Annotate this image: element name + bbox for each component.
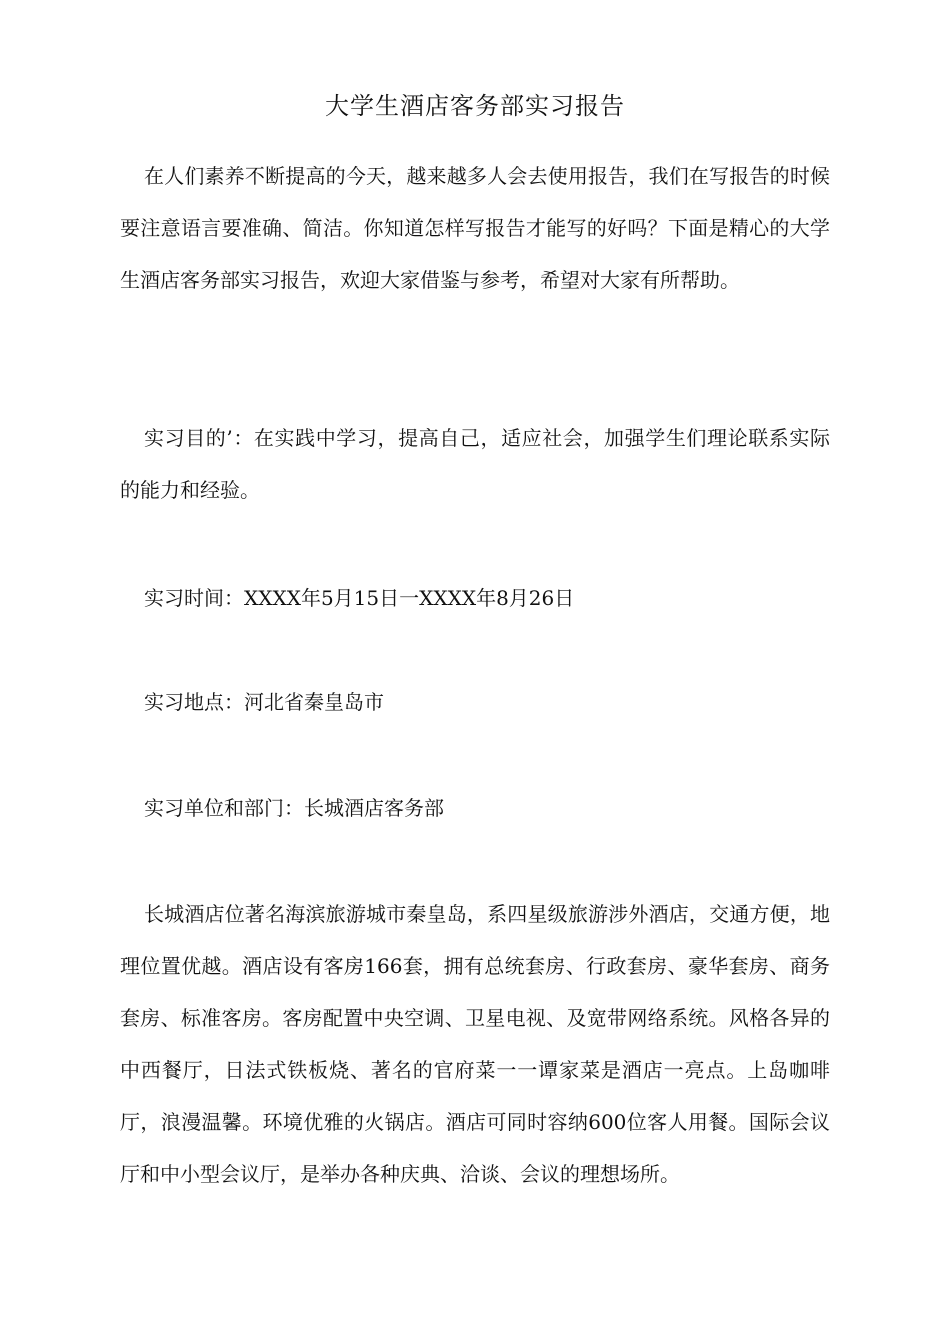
time-paragraph: 实习时间：XXXX年5月15日一XXXX年8月26日 (144, 586, 575, 610)
location-paragraph: 实习地点：河北省秦皇岛市 (144, 690, 384, 714)
purpose-paragraph: 实习目的’：在实践中学习，提高自己，适应社会，加强学生们理论联系实际的能力和经验。 (120, 426, 830, 502)
document-title: 大学生酒店客务部实习报告 (325, 92, 625, 120)
department-paragraph: 实习单位和部门：长城酒店客务部 (144, 796, 444, 820)
intro-paragraph: 在人们素养不断提高的今天，越来越多人会去使用报告，我们在写报告的时候要注意语言要准确、简洁。你知道怎样写报告才能写的好吗？下面是精心的大学生酒店客务部实习报告，欢迎大家借鉴与参考，希望对大家有所帮助。 (120, 164, 830, 292)
hotel-description-paragraph: 长城酒店位著名海滨旅游城市秦皇岛，系四星级旅游涉外酒店，交通方便，地理位置优越。酒店设有客房166套，拥有总统套房、行政套房、豪华套房、商务套房、标准客房。客房配置中央空调、卫星电视、及宽带网络系统。风格各异的中西餐厅，日法式铁板烧、著名的官府菜一一谭家菜是酒店一亮点。上岛咖啡厅，浪漫温馨。环境优雅的火锅店。酒店可同时容纳600位客人用餐。国际会议厅和中小型会议厅，是举办各种庆典、洽谈、会议的理想场所。 (120, 902, 830, 1186)
